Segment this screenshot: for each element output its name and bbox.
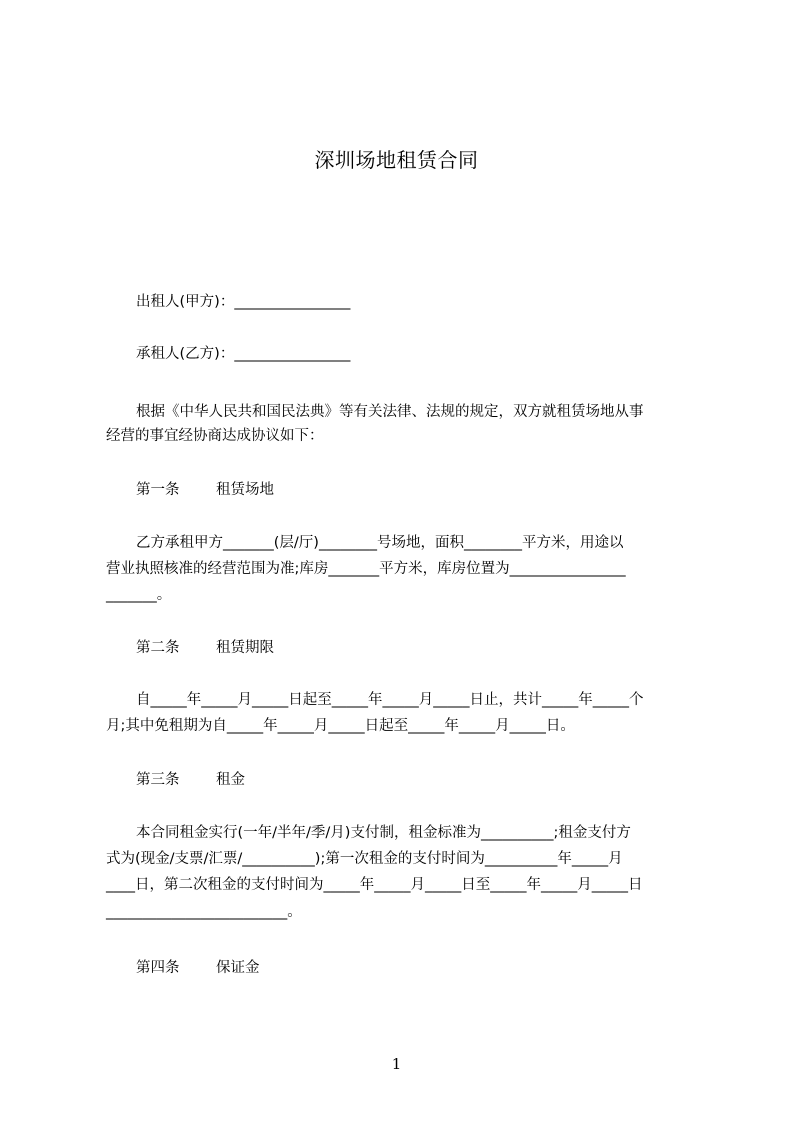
article-1-heading — [136, 480, 730, 500]
article-4-heading — [136, 958, 730, 978]
lessee-line: 承租人(乙方)：________________ — [136, 346, 351, 362]
article-2-line-2: 月;其中免租期为自_____年_____月_____日起至_____年_____月_____日。 — [106, 718, 575, 734]
article-3-line-3: ____日，第二次租金的支付时间为_____年_____月_____日至_____年_____月_____日 — [106, 877, 643, 893]
article-number: 第二条 — [136, 640, 180, 656]
article-3-line-1: 本合同租金实行(一年/半年/季/月)支付制，租金标准为__________;租金支付方 — [136, 825, 631, 841]
preamble-line-1: 根据《中华人民共和国民法典》等有关法律、法规的规定，双方就租赁场地从事 — [136, 404, 644, 420]
page-number: 1 — [391, 1055, 402, 1073]
lessor-line: 出租人(甲方)：________________ — [136, 294, 351, 310]
article-title: 租金 — [216, 772, 245, 788]
article-3-line-2: 式为(现金/支票/汇票/__________);第一次租金的支付时间为__________年_____月 — [106, 851, 623, 867]
document-title: 深圳场地租赁合同 — [314, 148, 479, 172]
article-title: 保证金 — [216, 960, 260, 976]
article-title: 租赁场地 — [216, 482, 274, 498]
article-title: 租赁期限 — [216, 640, 274, 656]
article-1-line-1: 乙方承租甲方_______(层/厅)________号场地，面积________平方米，用途以 — [136, 535, 624, 551]
article-2-line-1: 自_____年_____月_____日起至_____年_____月_____日止，共计_____年_____个 — [136, 692, 644, 708]
article-number: 第四条 — [136, 960, 180, 976]
article-3-heading — [136, 770, 730, 790]
preamble-line-2: 经营的事宜经协商达成协议如下： — [106, 428, 324, 444]
article-number: 第一条 — [136, 482, 180, 498]
article-number: 第三条 — [136, 772, 180, 788]
article-1-line-3: _______。 — [106, 587, 172, 603]
article-1-line-2: 营业执照核准的经营范围为准;库房_______平方米，库房位置为________________ — [106, 561, 626, 577]
article-3-line-4: _________________________。 — [106, 904, 302, 920]
article-2-heading — [136, 638, 730, 658]
